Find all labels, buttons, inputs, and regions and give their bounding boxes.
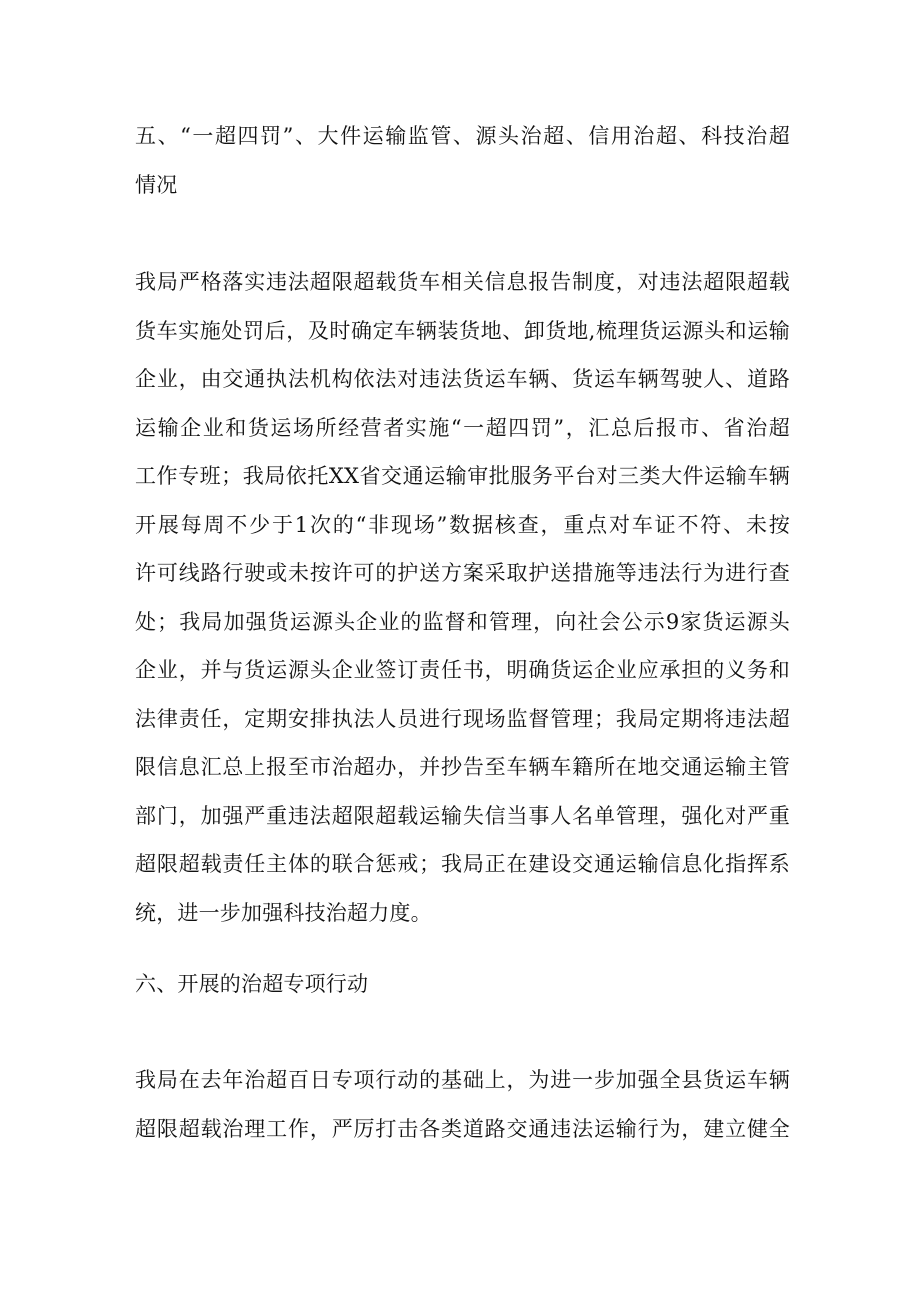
paragraph-line: 企业，由交通执法机构依法对违法货运车辆、货运车辆驾驶人、道路 <box>135 367 790 391</box>
paragraph-line: 部门，加强严重违法超限超载运输失信当事人名单管理，强化对严重 <box>135 803 790 828</box>
section-5-paragraph <box>135 258 790 937</box>
paragraph-line: 超限超载治理工作，严厉打击各类道路交通违法运输行为，建立健全 <box>135 1116 790 1141</box>
heading-line: 五、“一超四罚”、大件运输监管、源头治超、信用治超、科技治超 <box>135 124 790 148</box>
paragraph-line: 许可线路行驶或未按许可的护送方案采取护送措施等违法行为进行查 <box>135 561 790 585</box>
section-6-heading <box>135 960 790 1009</box>
paragraph-line: 货车实施处罚后，及时确定车辆装货地、卸货地,梳理货运源头和运输 <box>135 318 790 343</box>
section-6-paragraph <box>135 1056 790 1153</box>
paragraph-line: 限信息汇总上报至市治超办，并抄告至车辆车籍所在地交通运输主管 <box>135 755 790 779</box>
paragraph-line: 运输企业和货运场所经营者实施“一超四罚”，汇总后报市、省治超 <box>135 415 790 440</box>
paragraph-line: 开展每周不少于1次的“非现场”数据核查，重点对车证不符、未按 <box>135 512 790 537</box>
paragraph-line: 统，进一步加强科技治超力度。 <box>135 900 432 925</box>
section-5-heading <box>135 112 790 209</box>
paragraph-line: 我局在去年治超百日专项行动的基础上，为进一步加强全县货运车辆 <box>135 1068 790 1092</box>
paragraph-line: 超限超载责任主体的联合惩戒；我局正在建设交通运输信息化指挥系 <box>135 852 790 876</box>
paragraph-line: 法律责任，定期安排执法人员进行现场监督管理；我局定期将违法超 <box>135 706 790 731</box>
heading-line: 情况 <box>135 172 178 197</box>
heading-line: 六、开展的治超专项行动 <box>135 972 369 996</box>
paragraph-line: 我局严格落实违法超限超载货车相关信息报告制度，对违法超限超载 <box>135 270 790 294</box>
paragraph-line: 企业，并与货运源头企业签订责任书，明确货运企业应承担的义务和 <box>135 658 790 682</box>
paragraph-line: 工作专班；我局依托XX省交通运输审批服务平台对三类大件运输车辆 <box>135 464 790 488</box>
paragraph-line: 处；我局加强货运源头企业的监督和管理，向社会公示9家货运源头 <box>135 609 790 634</box>
